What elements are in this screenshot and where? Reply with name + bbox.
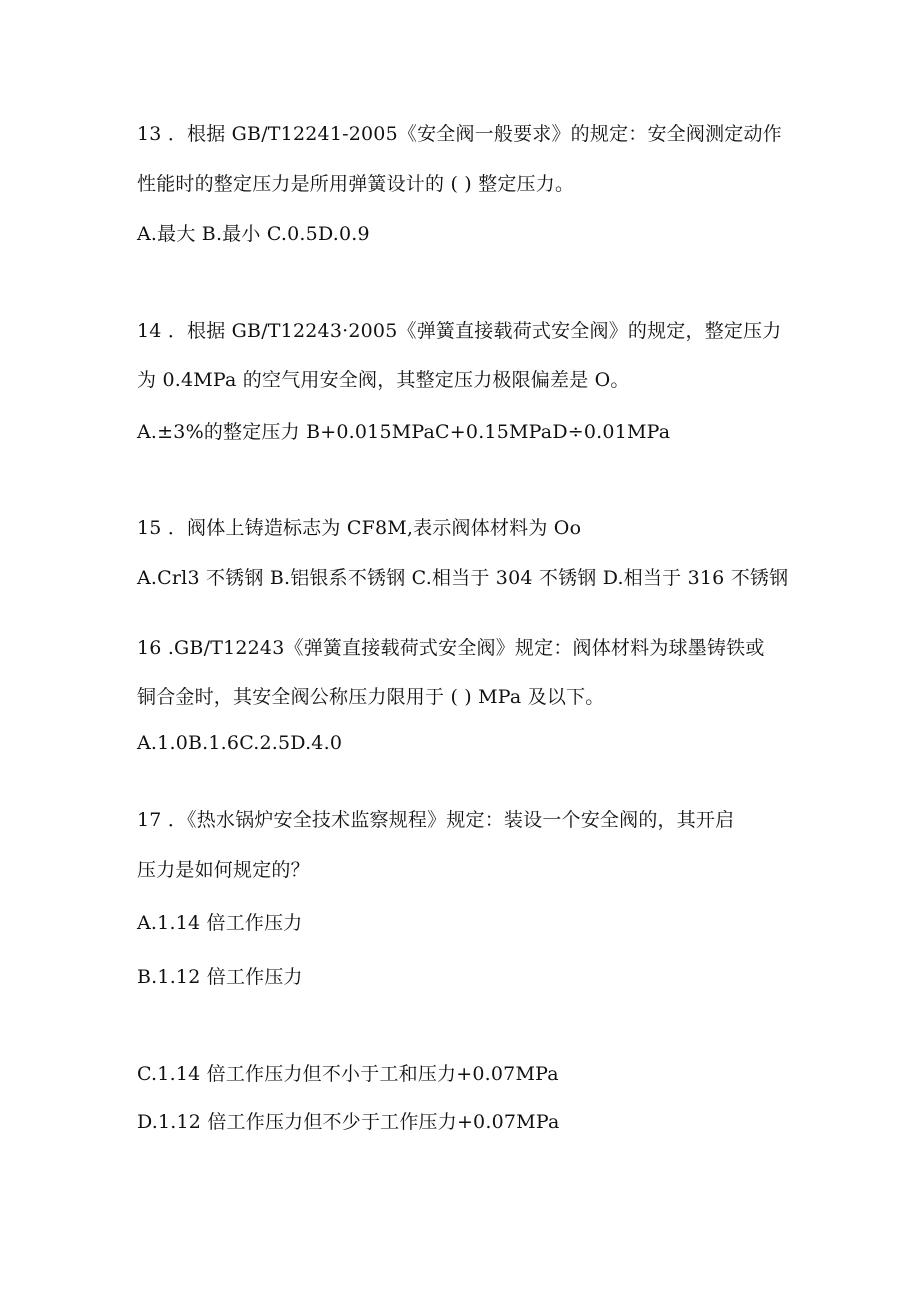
question-13-line-1: 13 ．根据 GB/T12241-2005《安全阀一般要求》的规定：安全阀测定动作: [137, 123, 782, 145]
question-13-line-2: 性能时的整定压力是所用弹簧设计的 ( ) 整定压力。: [137, 173, 575, 195]
question-17-line-1: 17 ．《热水锅炉安全技术监察规程》规定：装设一个安全阀的，其开启: [137, 809, 735, 831]
question-17-option-d: D.1.12 倍工作压力但不少于工作压力+0.07MPa: [137, 1111, 560, 1133]
question-17-line-2: 压力是如何规定的？: [137, 859, 310, 881]
question-17-option-c: C.1.14 倍工作压力但不小于工和压力+0.07MPa: [137, 1063, 559, 1085]
question-17-option-b: B.1.12 倍工作压力: [137, 966, 303, 988]
question-14-options: A.±3%的整定压力 B+0.015MPaC+0.15MPaD÷0.01MPa: [137, 421, 671, 443]
question-14-line-2: 为 0.4MPa 的空气用安全阀，其整定压力极限偏差是 O。: [137, 369, 630, 391]
question-13-options: A.最大 B.最小 C.0.5D.0.9: [137, 223, 370, 245]
question-16-line-2: 铜合金时，其安全阀公称压力限用于 ( ) MPa 及以下。: [137, 686, 605, 708]
question-15-line-1: 15 ．阀体上铸造标志为 CF8M,表示阀体材料为 Oo: [137, 517, 582, 539]
question-14-line-1: 14 ．根据 GB/T12243·2005《弹簧直接载荷式安全阀》的规定，整定压力: [137, 320, 782, 342]
question-16-options: A.1.0B.1.6C.2.5D.4.0: [137, 732, 343, 754]
question-15-options: A.Crl3 不锈钢 B.铝银系不锈钢 C.相当于 304 不锈钢 D.相当于 316 不锈钢: [137, 567, 789, 589]
question-17-option-a: A.1.14 倍工作压力: [137, 912, 303, 934]
question-16-line-1: 16 .GB/T12243《弹簧直接载荷式安全阀》规定：阀体材料为球墨铸铁或: [137, 637, 765, 659]
